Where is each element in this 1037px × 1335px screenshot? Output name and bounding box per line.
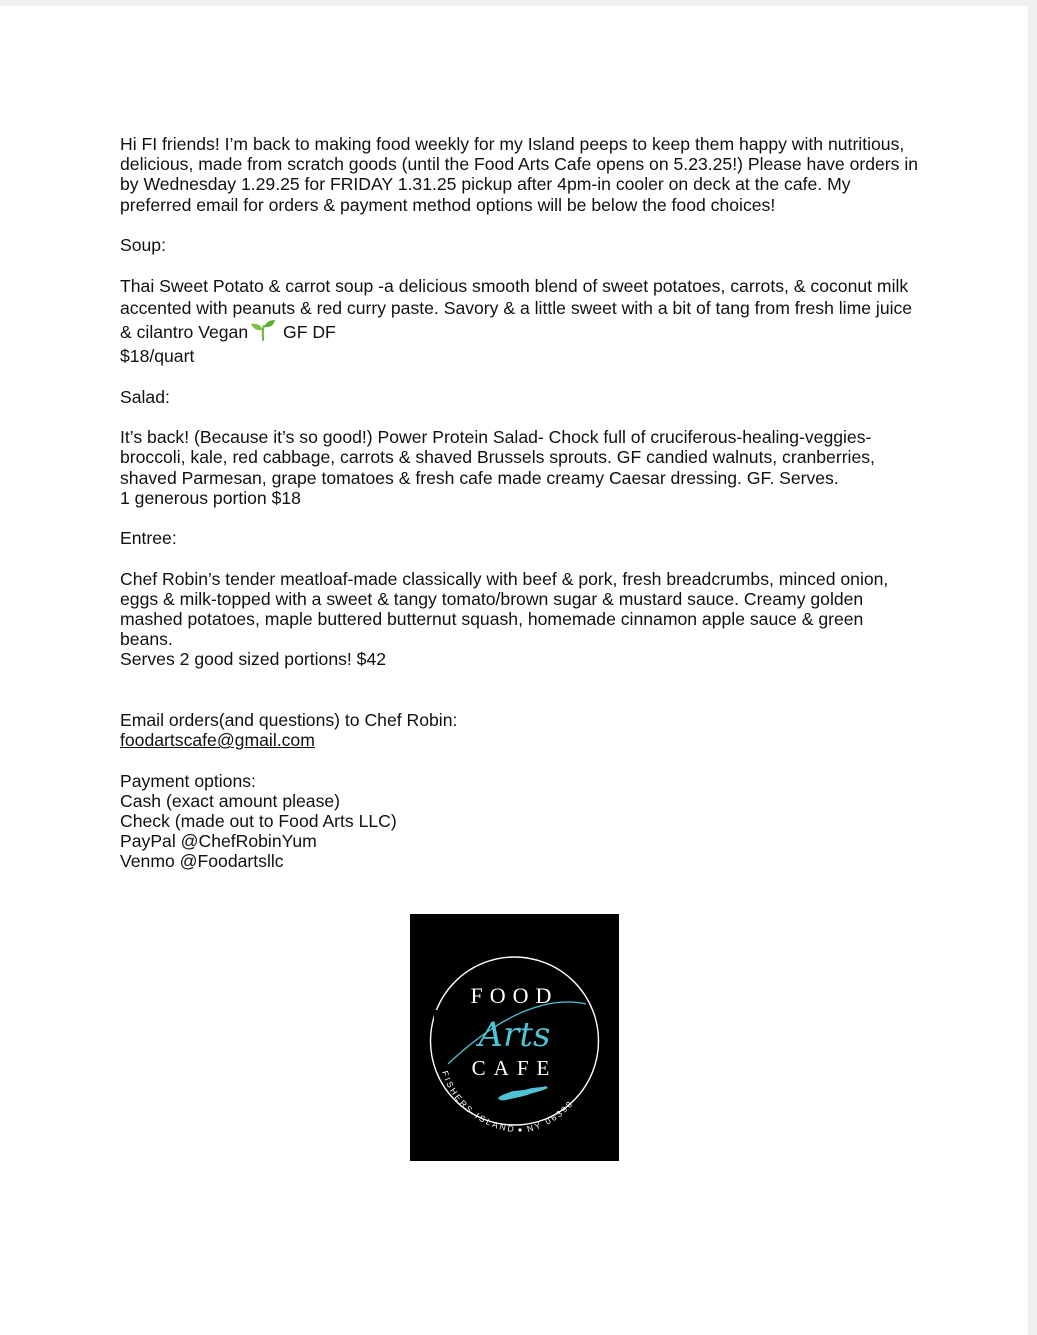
document-body xyxy=(120,134,920,872)
payment-option: Check (made out to Food Arts LLC) xyxy=(120,810,397,831)
logo-word-food: FOOD xyxy=(470,983,559,1008)
food-arts-cafe-logo xyxy=(410,914,619,1161)
payment-option: PayPal @ChefRobinYum xyxy=(120,831,317,852)
island-shape-icon xyxy=(498,1086,548,1100)
logo-word-cafe: CAFE xyxy=(471,1056,558,1080)
sprout-icon xyxy=(250,319,276,346)
logo-ring-left-text: FISHERS ISLAND xyxy=(440,1069,517,1135)
logo-word-arts: Arts xyxy=(478,1015,551,1055)
payment-heading: Payment options: xyxy=(120,770,256,791)
soup-description xyxy=(120,275,920,346)
payment-option: Venmo @Foodartsllc xyxy=(120,851,284,872)
svg-text:NY 06390 xyxy=(526,1098,576,1134)
salad-description: It’s back! (Because it’s so good!) Power Protein Salad- Chock full of cruciferous-healing-veggies-broccoli, kale, red cabbage, carrots & shaved Brussels sprouts. GF candied walnuts, cranberries, shaved Parmesan, grape tomatoes & fresh cafe made creamy Caesar dressing. GF. Serves. xyxy=(120,427,875,488)
email-link[interactable]: foodartscafe@gmail.com xyxy=(120,730,315,751)
payment-option: Cash (exact amount please) xyxy=(120,790,341,811)
contact-label: Email orders(and questions) to Chef Robin: xyxy=(120,709,458,730)
soup-description-text: Thai Sweet Potato & carrot soup -a delicious smooth blend of sweet potatoes, carrots, & coconut milk accented with peanuts & red curry paste. Savory & a little sweet with a bit of tang from fresh lime juice & cilantro Vegan xyxy=(120,276,913,343)
salad-price: 1 generous portion $18 xyxy=(120,487,301,508)
document-page xyxy=(0,6,1028,1335)
intro-paragraph: Hi FI friends! I’m back to making food weekly for my Island peeps to keep them happy with nutritious, delicious, made from scratch goods (until the Food Arts Cafe opens on 5.23.25!) Please have orders in by Wednesday 1.29.25 for FRIDAY 1.31.25 pickup after 4pm-in cooler on deck at the cafe. My preferred email for orders & payment method options will be below the food choices! xyxy=(120,134,919,215)
soup-heading: Soup: xyxy=(120,235,166,255)
entree-price: Serves 2 good sized portions! $42 xyxy=(120,649,387,670)
soup-price: $18/quart xyxy=(120,346,195,367)
entree-description: Chef Robin’s tender meatloaf-made classically with beef & pork, fresh breadcrumbs, minced onion, eggs & milk-topped with a sweet & tangy tomato/brown sugar & mustard sauce. Creamy golden mashed potatoes, maple buttered butternut squash, homemade cinnamon apple sauce & green beans. xyxy=(120,568,889,650)
entree-heading: Entree: xyxy=(120,528,177,549)
soup-tags: GF DF xyxy=(283,322,336,343)
salad-heading: Salad: xyxy=(120,386,170,407)
logo-ring-right-text: NY 06390 xyxy=(525,1097,576,1135)
